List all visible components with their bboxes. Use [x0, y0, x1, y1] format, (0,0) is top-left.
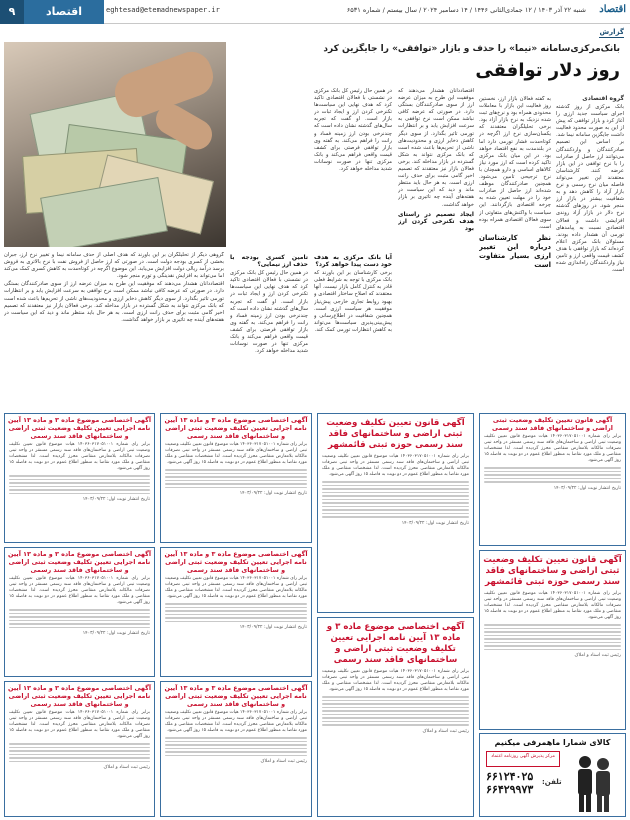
legal-ad [4, 681, 155, 817]
ad-body: برابر رای شماره ۱۴۰۳۶۰۳۱۷۰۵۱۰۰۱ هیات موضوع قانون تعیین تکلیف وضعیت ثبتی اراضی و ساختمان‌های فاقد سند رسمی مستقر در واحد ثبتی تصرفات مالکانه بلامعارض متقاضی محرز گردیده است. لذا مشخصات متقاضی و ملک مورد تقاضا به منظور اطلاع عموم در دو نوبت به فاصله ۱۵ روز آگهی می‌شود. [9, 442, 151, 472]
ad-footer: تاریخ انتشار نوبت اول: ۱۴۰۳/۰۹/۲۲ [82, 497, 150, 503]
legal-ad [317, 617, 474, 817]
ad-body: برابر رای شماره ۱۴۰۳۶۰۳۱۷۰۵۱۰۰۱ هیات موضوع قانون تعیین تکلیف وضعیت ثبتی اراضی و ساختمان‌های فاقد سند رسمی مستقر در واحد ثبتی تصرفات مالکانه بلامعارض متقاضی محرز گردیده است. لذا مشخصات متقاضی و ملک مورد تقاضا به منظور اطلاع عموم در دو نوبت به فاصله ۱۵ روز آگهی می‌شود. [165, 710, 308, 734]
ad-body: برابر رای شماره ۱۴۰۳۶۰۳۱۷۰۵۱۰۰۱ هیات موضوع قانون تعیین تکلیف وضعیت ثبتی اراضی و ساختمان‌های فاقد سند رسمی مستقر در واحد ثبتی تصرفات مالکانه بلامعارض متقاضی محرز گردیده است. لذا مشخصات متقاضی و ملک مورد تقاضا به منظور اطلاع عموم در دو نوبت به فاصله ۱۵ روز آگهی می‌شود. [322, 454, 469, 478]
column-text: بانک مرکزی از روز گذشته اجرای سیاست جدید ارزی را آغاز کرد و بازار توافقی که پیش از این به صورت محدود فعالیت داشت جایگزین سامانه نیما شد. بر اساس این تصمیم صادرکنندگان و واردکنندگان می‌توانند ارز حاصل از صادرات را با نرخ توافقی در این بازار عرضه کنند. کارشناسان معتقدند این تغییر می‌تواند فاصله میان نرخ رسمی و نرخ بازار آزاد را کاهش دهد و به شفافیت بیشتر در بازار ارز منجر شود. در روزهای گذشته نرخ دلار در بازار آزاد روندی افزایشی داشت و فعالان اقتصادی نسبت به پیامدهای تورمی آن هشدار داده بودند. مسئولان بانک مرکزی اعلام کرده‌اند که بازار توافقی با هدف کشف قیمت واقعی ارز و تامین نیاز واردکنندگان راه‌اندازی شده است. [556, 104, 624, 274]
column-text: اقتصاددانان هشدار می‌دهند که موفقیت این طرح به میزان عرضه ارز از سوی صادرکنندگان بستگی دارد. در صورتی که عرضه کافی نباشد ممکن است نرخ توافقی به سرعت افزایش یابد و بر انتظارات تورمی تاثیر بگذارد. از سوی دیگر کاهش ذخایر ارزی و محدودیت‌های ناشی از تحریم‌ها باعث شده است که بانک مرکزی نتواند به شکل گسترده در بازار مداخله کند. برخی فعالان بازار نیز معتقدند که تصمیم اخیر گامی مثبت برای حذف رانت ارزی است. به هر حال باید منتظر ماند و دید که این سیاست در هفته‌های آینده چه تاثیری بر بازار خواهد گذاشت. [4, 281, 224, 323]
report-label: گزارش [599, 28, 624, 36]
ad-body: برابر رای شماره ۱۴۰۳۶۰۳۱۷۰۵۱۰۰۱ هیات موضوع قانون تعیین تکلیف وضعیت ثبتی اراضی و ساختمان‌های فاقد سند رسمی مستقر در واحد ثبتی تصرفات مالکانه بلامعارض متقاضی محرز گردیده است. لذا مشخصات متقاضی و ملک مورد تقاضا به منظور اطلاع عموم در دو نوبت به فاصله ۱۵ روز آگهی می‌شود. [165, 442, 308, 466]
article-column-5 [230, 252, 308, 409]
ad-signature: رئیس ثبت اسناد و املاک [260, 759, 307, 765]
phone-number-2: ۶۶۴۲۹۹۷۳ [486, 784, 534, 796]
contact-ad [479, 733, 626, 817]
column-subhead: آیا بانک مرکزی به هدف خود دست پیدا خواهد کرد؟ [314, 254, 392, 269]
page-header [0, 0, 630, 24]
legal-ad [479, 550, 626, 730]
column-text: برخی کارشناسان بر این باورند که بانک مرکزی با توجه به شرایط فعلی قادر به کنترل کامل بازار نیست. آنها معتقدند که اصلاح ساختار اقتصادی و بهبود روابط تجاری خارجی پیش‌نیاز موفقیت هر سیاست ارزی است. همچنین شفافیت در اطلاع‌رسانی و پیش‌بینی‌پذیری سیاست‌ها می‌تواند به کاهش انتظارات تورمی کمک کند. [314, 270, 392, 333]
article-column-3 [398, 88, 474, 409]
ad-footer: تاریخ انتشار نوبت اول: ۱۴۰۳/۰۹/۲۲ [553, 485, 621, 491]
contact-ad-center: مرکز پذیرش آگهی روزنامه اعتماد [486, 751, 560, 767]
ad-title: آگهی قانون تعیین تکلیف وضعیت ثبتی اراضی و ساختمانهای فاقد سند رسمی حوزه ثبتی قائمشهر [326, 418, 465, 450]
ad-title: آگهی اختصاصی موضوع ماده ۳ و ماده ۱۳ آیین نامه اجرایی تعیین تکلیف وضعیت ثبتی اراضی و ساختمانهای فاقد سند رسمی [326, 622, 465, 665]
column-subhead: تامین کسری بودجه با حذف ارز نیمایی؟ [230, 254, 308, 269]
issue-date-line: شنبه ۲۲ آذر ۱۴۰۳ / ۱۲ جمادی‌الثانی ۱۴۴۶ / ۱۴ دسامبر ۲۰۲۴ / سال بیستم / شماره ۶۵۳۱ [346, 6, 586, 14]
ad-body: برابر رای شماره ۱۴۰۳۶۰۳۱۷۰۵۱۰۰۱ هیات موضوع قانون تعیین تکلیف وضعیت ثبتی اراضی و ساختمان‌های فاقد سند رسمی مستقر در واحد ثبتی تصرفات مالکانه بلامعارض متقاضی محرز گردیده است. لذا مشخصات متقاضی و ملک مورد تقاضا به منظور اطلاع عموم در دو نوبت به فاصله ۱۵ روز آگهی می‌شود. [9, 710, 151, 740]
column-text: به گفته فعالان بازار ارز، نخستین روز فعالیت این بازار با معاملات محدودی همراه بود و نرخ‌های ثبت شده نزدیک به نرخ بازار آزاد بود. برخی تحلیلگران معتقدند که یکسان‌سازی نرخ ارز اگرچه در کوتاه‌مدت فشار تورمی دارد اما در بلندمدت به نفع اقتصاد خواهد بود. در این میان بانک مرکزی تاکید کرده است که ارز مورد نیاز کالاهای اساسی و دارو همچنان با نرخ ترجیحی تامین می‌شود. همچنین صادرکنندگان موظف شده‌اند ارز حاصل از صادرات خود را در مهلت تعیین شده به چرخه اقتصادی بازگردانند. این سیاست با واکنش‌های متفاوتی از سوی فعالان اقتصادی همراه بوده است. [479, 96, 551, 230]
legal-ad [4, 413, 155, 543]
ad-title: آگهی اختصاصی موضوع ماده ۳ و ماده ۱۳ آیین نامه اجرایی تعیین تکلیف وضعیت ثبتی اراضی و ساختمانهای فاقد سند رسمی [7, 416, 152, 440]
legal-ad [4, 547, 155, 677]
ad-footer: تاریخ انتشار نوبت اول: ۱۴۰۳/۰۹/۲۲ [239, 625, 307, 631]
article-kicker: بانک‌مرکزی‌سامانه «نیما» را حذف و بازار «توافقی» را جایگزین کرد [323, 44, 620, 54]
legal-ad [317, 413, 474, 613]
ad-title: آگهی اختصاصی موضوع ماده ۳ و ماده ۱۳ آیین نامه اجرایی تعیین تکلیف وضعیت ثبتی اراضی و ساختمانهای فاقد سند رسمی [164, 684, 308, 708]
page-number: ۹ [0, 0, 24, 24]
ad-signature: رئیس ثبت اسناد و املاک [422, 728, 469, 734]
phone-number-1: ۶۶۱۲۴۰۲۵ [486, 771, 534, 783]
ad-title: آگهی اختصاصی موضوع ماده ۳ و ماده ۱۳ آیین نامه اجرایی تعیین تکلیف وضعیت ثبتی اراضی و ساختمانهای فاقد سند رسمی [164, 550, 308, 574]
ad-footer: تاریخ انتشار نوبت اول: ۱۴۰۳/۰۹/۲۲ [401, 520, 469, 526]
column-text: اقتصاددانان هشدار می‌دهند که موفقیت این طرح به میزان عرضه ارز از سوی صادرکنندگان بستگی دارد. در صورتی که عرضه کافی نباشد ممکن است نرخ توافقی به سرعت افزایش یابد و بر انتظارات تورمی تاثیر بگذارد. از سوی دیگر کاهش ذخایر ارزی و محدودیت‌های ناشی از تحریم‌ها باعث شده است که بانک مرکزی نتواند به شکل گسترده در بازار مداخله کند. برخی فعالان بازار نیز معتقدند که تصمیم اخیر گامی مثبت برای حذف رانت ارزی است. به هر حال باید منتظر ماند و دید که این سیاست در هفته‌های آینده چه تاثیری بر بازار خواهد گذاشت. [398, 88, 474, 208]
ad-body: برابر رای شماره ۱۴۰۳۶۰۳۱۷۰۵۱۰۰۱ هیات موضوع قانون تعیین تکلیف وضعیت ثبتی اراضی و ساختمان‌های فاقد سند رسمی مستقر در واحد ثبتی تصرفات مالکانه بلامعارض متقاضی محرز گردیده است. لذا مشخصات متقاضی و ملک مورد تقاضا به منظور اطلاع عموم در دو نوبت به فاصله ۱۵ روز آگهی می‌شود. [322, 669, 469, 693]
newspaper-logo: اقتصاد [599, 4, 626, 15]
article-column-2 [479, 96, 551, 409]
article-headline: روز دلار توافقی [475, 60, 620, 81]
column-text: در همین حال رئیس کل بانک مرکزی در نشستی با فعالان اقتصادی تاکید کرد که هدف نهایی این سیاست‌ها تکنرخی کردن ارز و ایجاد ثبات در بازار است. او گفت که تجربه سال‌های گذشته نشان داده است که چندنرخی بودن ارز زمینه فساد و رانت را فراهم می‌کند. به گفته وی بازار توافقی فرصتی برای کشف قیمت واقعی فراهم می‌کند و بانک مرکزی تنها در صورت نوسانات شدید مداخله خواهد کرد. [230, 270, 308, 355]
phone-label: تلفن: [542, 778, 562, 786]
legal-ad [160, 547, 312, 677]
money-photo [4, 42, 226, 247]
article-column-6 [4, 252, 224, 409]
column-text: گروهی دیگر از تحلیلگران بر این باورند که هدف اصلی از حذف سامانه نیما و تغییر نرخ ارز، جبران بخشی از کسری بودجه دولت است. در صورتی که ارز حاصل از فروش نفت با نرخ بالاتری به فروش برسد درآمد ریالی دولت افزایش می‌یابد. این موضوع اگرچه در کوتاه‌مدت به کاهش کسری کمک می‌کند اما می‌تواند به افزایش نقدینگی و تورم منجر شود. [4, 252, 224, 280]
phone-numbers [486, 771, 533, 797]
column-highlight: نظر کارشناسان درباره این تغییر ارزی بسیار متفاوت است [479, 233, 551, 269]
column-subhead: ایجاد تصمیم در راستای هدف تکنرخی کردن ارز بود [398, 210, 474, 232]
section-title: اقتصاد [24, 0, 104, 24]
ad-signature: رئیس ثبت اسناد و املاک [103, 765, 150, 771]
ad-title: آگهی قانون تعیین تکلیف وضعیت ثبتی اراضی و ساختمانهای فاقد سند رسمی حوزه ثبتی قائمشهر [483, 555, 622, 587]
article-column-4 [314, 88, 392, 248]
ad-footer: تاریخ انتشار نوبت اول: ۱۴۰۳/۰۹/۲۲ [239, 491, 307, 497]
ad-title: آگهی اختصاصی موضوع ماده ۳ و ماده ۱۳ آیین نامه اجرایی تعیین تکلیف وضعیت ثبتی اراضی و ساختمانهای فاقد سند رسمی [7, 550, 152, 574]
businessmen-icon [569, 752, 619, 814]
article-column-1 [556, 104, 624, 409]
article-column-4b [314, 252, 392, 409]
legal-ad [479, 413, 626, 546]
ad-title: آگهی قانون تعیین تکلیف وضعیت ثبتی اراضی و ساختمانهای فاقد سند رسمی [491, 416, 613, 432]
legal-ad [160, 413, 312, 543]
ad-body: برابر رای شماره ۱۴۰۳۶۰۳۱۷۰۵۱۰۰۱ هیات موضوع قانون تعیین تکلیف وضعیت ثبتی اراضی و ساختمان‌های فاقد سند رسمی مستقر در واحد ثبتی تصرفات مالکانه بلامعارض متقاضی محرز گردیده است. لذا مشخصات متقاضی و ملک مورد تقاضا به منظور اطلاع عموم در دو نوبت به فاصله ۱۵ روز آگهی می‌شود. [484, 434, 622, 464]
ad-signature: رئیس ثبت اسناد و املاک [574, 653, 621, 659]
section-email: eghtesad@etemadnewspaper.ir [106, 6, 220, 14]
column-text: در همین حال رئیس کل بانک مرکزی در نشستی با فعالان اقتصادی تاکید کرد که هدف نهایی این سیاست‌ها تکنرخی کردن ارز و ایجاد ثبات در بازار است. او گفت که تجربه سال‌های گذشته نشان داده است که چندنرخی بودن ارز زمینه فساد و رانت را فراهم می‌کند. به گفته وی بازار توافقی فرصتی برای کشف قیمت واقعی فراهم می‌کند و بانک مرکزی تنها در صورت نوسانات شدید مداخله خواهد کرد. [314, 88, 392, 173]
ad-footer: تاریخ انتشار نوبت اول: ۱۴۰۳/۰۹/۲۲ [82, 631, 150, 637]
ad-body: برابر رای شماره ۱۴۰۳۶۰۳۱۷۰۵۱۰۰۱ هیات موضوع قانون تعیین تکلیف وضعیت ثبتی اراضی و ساختمان‌های فاقد سند رسمی مستقر در واحد ثبتی تصرفات مالکانه بلامعارض متقاضی محرز گردیده است. لذا مشخصات متقاضی و ملک مورد تقاضا به منظور اطلاع عموم در دو نوبت به فاصله ۱۵ روز آگهی می‌شود. [165, 576, 308, 600]
contact-ad-title: کالای شمارا ماهمرفی میکنیم [494, 738, 611, 747]
ad-body: برابر رای شماره ۱۴۰۳۶۰۳۱۷۰۵۱۰۰۱ هیات موضوع قانون تعیین تکلیف وضعیت ثبتی اراضی و ساختمان‌های فاقد سند رسمی مستقر در واحد ثبتی تصرفات مالکانه بلامعارض متقاضی محرز گردیده است. لذا مشخصات متقاضی و ملک مورد تقاضا به منظور اطلاع عموم در دو نوبت به فاصله ۱۵ روز آگهی می‌شود. [484, 591, 622, 621]
ad-body: برابر رای شماره ۱۴۰۳۶۰۳۱۷۰۵۱۰۰۱ هیات موضوع قانون تعیین تکلیف وضعیت ثبتی اراضی و ساختمان‌های فاقد سند رسمی مستقر در واحد ثبتی تصرفات مالکانه بلامعارض متقاضی محرز گردیده است. لذا مشخصات متقاضی و ملک مورد تقاضا به منظور اطلاع عموم در دو نوبت به فاصله ۱۵ روز آگهی می‌شود. [9, 576, 151, 606]
ad-title: آگهی اختصاصی موضوع ماده ۳ و ماده ۱۳ آیین نامه اجرایی تعیین تکلیف وضعیت ثبتی اراضی و ساختمانهای فاقد سند رسمی [164, 416, 308, 440]
legal-ad [160, 681, 312, 817]
ad-title: آگهی اختصاصی موضوع ماده ۳ و ماده ۱۳ آیین نامه اجرایی تعیین تکلیف وضعیت ثبتی اراضی و ساختمانهای فاقد سند رسمی [7, 684, 152, 708]
article-byline: گروه اقتصادی [582, 95, 624, 102]
